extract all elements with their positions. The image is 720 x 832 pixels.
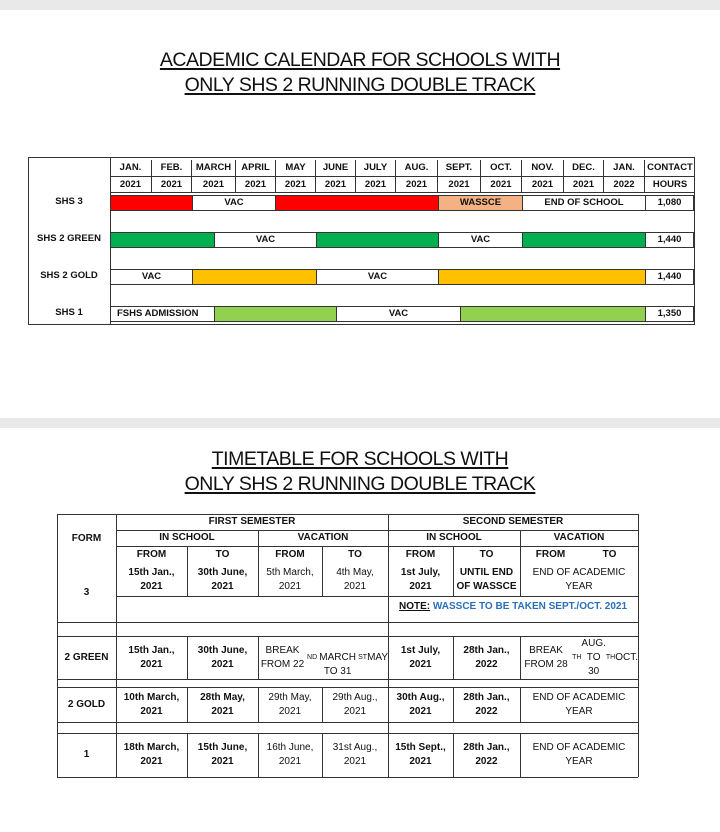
calendar-row-label: SHS 2 GREEN	[37, 233, 101, 244]
date-cell: 30th June, 2021	[197, 644, 248, 670]
calendar-segment-vac: VAC	[438, 232, 523, 248]
year-header-cell: 2021	[481, 177, 522, 193]
contact-hours-value: 1,440	[645, 232, 694, 248]
row-separator	[57, 622, 638, 623]
form-label: 2 GREEN	[64, 651, 109, 663]
in-school-header: IN SCHOOL	[159, 532, 215, 543]
date-cell: 30th Aug., 2021	[396, 691, 445, 717]
date-cell: 28th Jan., 2022	[463, 691, 510, 717]
vacation-header: VACATION	[553, 532, 605, 543]
year-header-cell: 2021	[110, 177, 152, 193]
second-semester-header: SECOND SEMESTER	[462, 516, 564, 527]
table-bottom-line	[57, 777, 638, 778]
date-cell: 10th March, 2021	[123, 691, 180, 717]
year-header-cell: 2021	[564, 177, 604, 193]
timetable-title-line-1: TIMETABLE FOR SCHOOLS WITH	[211, 448, 509, 470]
year-header-cell: 2021	[356, 177, 396, 193]
month-header-cell: JAN.	[110, 160, 152, 177]
contact-hours-value: 1,350	[645, 306, 694, 322]
table-right-line	[638, 514, 639, 777]
row-3-mid-line	[116, 596, 638, 597]
hours-header-cell: HOURS	[645, 177, 695, 193]
month-header-cell: DEC.	[564, 160, 604, 177]
calendar-colored-bar	[275, 195, 439, 211]
contact-hours-value: 1,440	[645, 269, 694, 285]
calendar-segment-wassce: WASSCE	[438, 195, 523, 211]
calendar-segment-vac: VAC	[316, 269, 439, 285]
form-label: 1	[83, 749, 90, 760]
calendar-segment-vac: VAC	[110, 269, 193, 285]
date-cell: 16th June, 2021	[266, 742, 314, 767]
month-header-cell: MARCH	[192, 160, 236, 177]
calendar-colored-bar	[110, 195, 193, 211]
to-header: TO	[215, 548, 230, 560]
calendar-colored-bar	[316, 232, 439, 248]
date-cell: 28th May, 2021	[200, 691, 245, 717]
calendar-colored-bar	[192, 269, 317, 285]
calendar-segment-end-of-school: END OF SCHOOL	[522, 195, 646, 211]
date-cell: 15th Jan., 2021	[128, 566, 175, 592]
form-header: FORM	[71, 532, 102, 544]
calendar-segment-vac: VAC	[336, 306, 461, 322]
year-header-cell: 2022	[604, 177, 645, 193]
date-cell: 15th June, 2021	[197, 742, 248, 767]
month-header-cell: AUG.	[396, 160, 438, 177]
month-header-cell: JUNE	[316, 160, 356, 177]
calendar-colored-bar	[110, 232, 215, 248]
timetable-title	[0, 447, 720, 497]
month-header-cell: SEPT.	[438, 160, 481, 177]
to-header: TO	[602, 548, 617, 560]
date-cell: 15th Jan., 2021	[128, 644, 175, 670]
month-header-cell: FEB.	[152, 160, 192, 177]
calendar-colored-bar	[438, 269, 646, 285]
year-header-cell: 2021	[316, 177, 356, 193]
timetable-title-line-2: ONLY SHS 2 RUNNING DOUBLE TRACK	[184, 473, 536, 495]
date-cell: 18th March, 2021	[123, 742, 180, 767]
month-header-cell: MAY	[276, 160, 316, 177]
date-cell: 29th May, 2021	[268, 691, 312, 717]
calendar-row-label: SHS 2 GOLD	[40, 270, 98, 281]
year-header-cell: 2021	[276, 177, 316, 193]
in-school-header: IN SCHOOL	[426, 532, 482, 543]
contact-header-cell: CONTACT	[645, 160, 695, 177]
first-semester-header: FIRST SEMESTER	[208, 516, 296, 527]
date-cell: 30th June, 2021	[197, 566, 248, 592]
calendar-row-label: SHS 1	[55, 307, 83, 318]
from-header: FROM	[535, 548, 566, 560]
month-header-cell: APRIL	[236, 160, 276, 177]
middle-separator-band	[0, 418, 720, 428]
year-header-cell: 2021	[236, 177, 276, 193]
to-header: TO	[479, 548, 494, 560]
date-cell: 31st Aug., 2021	[332, 742, 378, 767]
wassce-note	[399, 601, 627, 612]
from-header: FROM	[275, 548, 305, 560]
month-header-cell: NOV.	[522, 160, 564, 177]
date-cell: 29th Aug., 2021	[332, 691, 378, 717]
note-label: NOTE:	[399, 601, 431, 612]
date-cell: 28th Jan., 2022	[463, 742, 510, 767]
year-header-cell: 2021	[192, 177, 236, 193]
date-cell: 15th Sept., 2021	[395, 742, 446, 767]
from-header: FROM	[405, 548, 436, 560]
top-border-band	[0, 0, 720, 10]
date-cell: END OF ACADEMIC YEAR	[532, 691, 626, 717]
date-cell: UNTIL END OF WASSCE	[456, 566, 517, 592]
calendar-colored-bar	[214, 306, 337, 322]
calendar-segment-vac: VAC	[214, 232, 317, 248]
row-separator	[57, 722, 638, 723]
calendar-colored-bar	[460, 306, 646, 322]
date-cell: 1st July, 2021	[400, 644, 441, 670]
month-header-cell: JULY	[356, 160, 396, 177]
calendar-title-line-2: ONLY SHS 2 RUNNING DOUBLE TRACK	[184, 74, 536, 96]
calendar-segment-vac: VAC	[192, 195, 276, 211]
date-cell: 4th May, 2021	[336, 566, 374, 592]
date-cell: END OF ACADEMIC YEAR	[532, 742, 626, 767]
contact-hours-value: 1,080	[645, 195, 694, 211]
calendar-colored-bar	[522, 232, 646, 248]
from-header: FROM	[136, 548, 167, 560]
month-header-cell: JAN.	[604, 160, 645, 177]
calendar-segment-fshs-admission: FSHS ADMISSION	[110, 306, 215, 322]
date-cell: BREAK FROM 28 TH AUG. TO 30 TH OCT.	[524, 637, 638, 677]
calendar-title	[0, 48, 720, 98]
break-cell: BREAK FROM 22 ND MARCH TO 31 ST MAY	[260, 644, 388, 677]
year-header-cell: 2021	[438, 177, 481, 193]
note-text: WASSCE TO BE TAKEN SEPT./OCT. 2021	[430, 601, 628, 612]
calendar-title-line-1: ACADEMIC CALENDAR FOR SCHOOLS WITH	[159, 49, 561, 71]
form-label: 3	[83, 586, 90, 598]
form-label: 2 GOLD	[67, 698, 106, 710]
vacation-header: VACATION	[297, 532, 349, 543]
date-cell: 5th March, 2021	[266, 566, 314, 592]
date-cell: 1st July, 2021	[400, 566, 441, 592]
date-cell: 28th Jan., 2022	[463, 644, 510, 670]
row-separator	[57, 679, 638, 680]
month-header-cell: OCT.	[481, 160, 522, 177]
year-header-cell: 2021	[396, 177, 438, 193]
year-header-cell: 2021	[522, 177, 564, 193]
to-header: TO	[348, 548, 362, 560]
calendar-row-label: SHS 3	[55, 196, 83, 207]
year-header-cell: 2021	[152, 177, 192, 193]
date-cell: END OF ACADEMIC YEAR	[532, 566, 626, 592]
